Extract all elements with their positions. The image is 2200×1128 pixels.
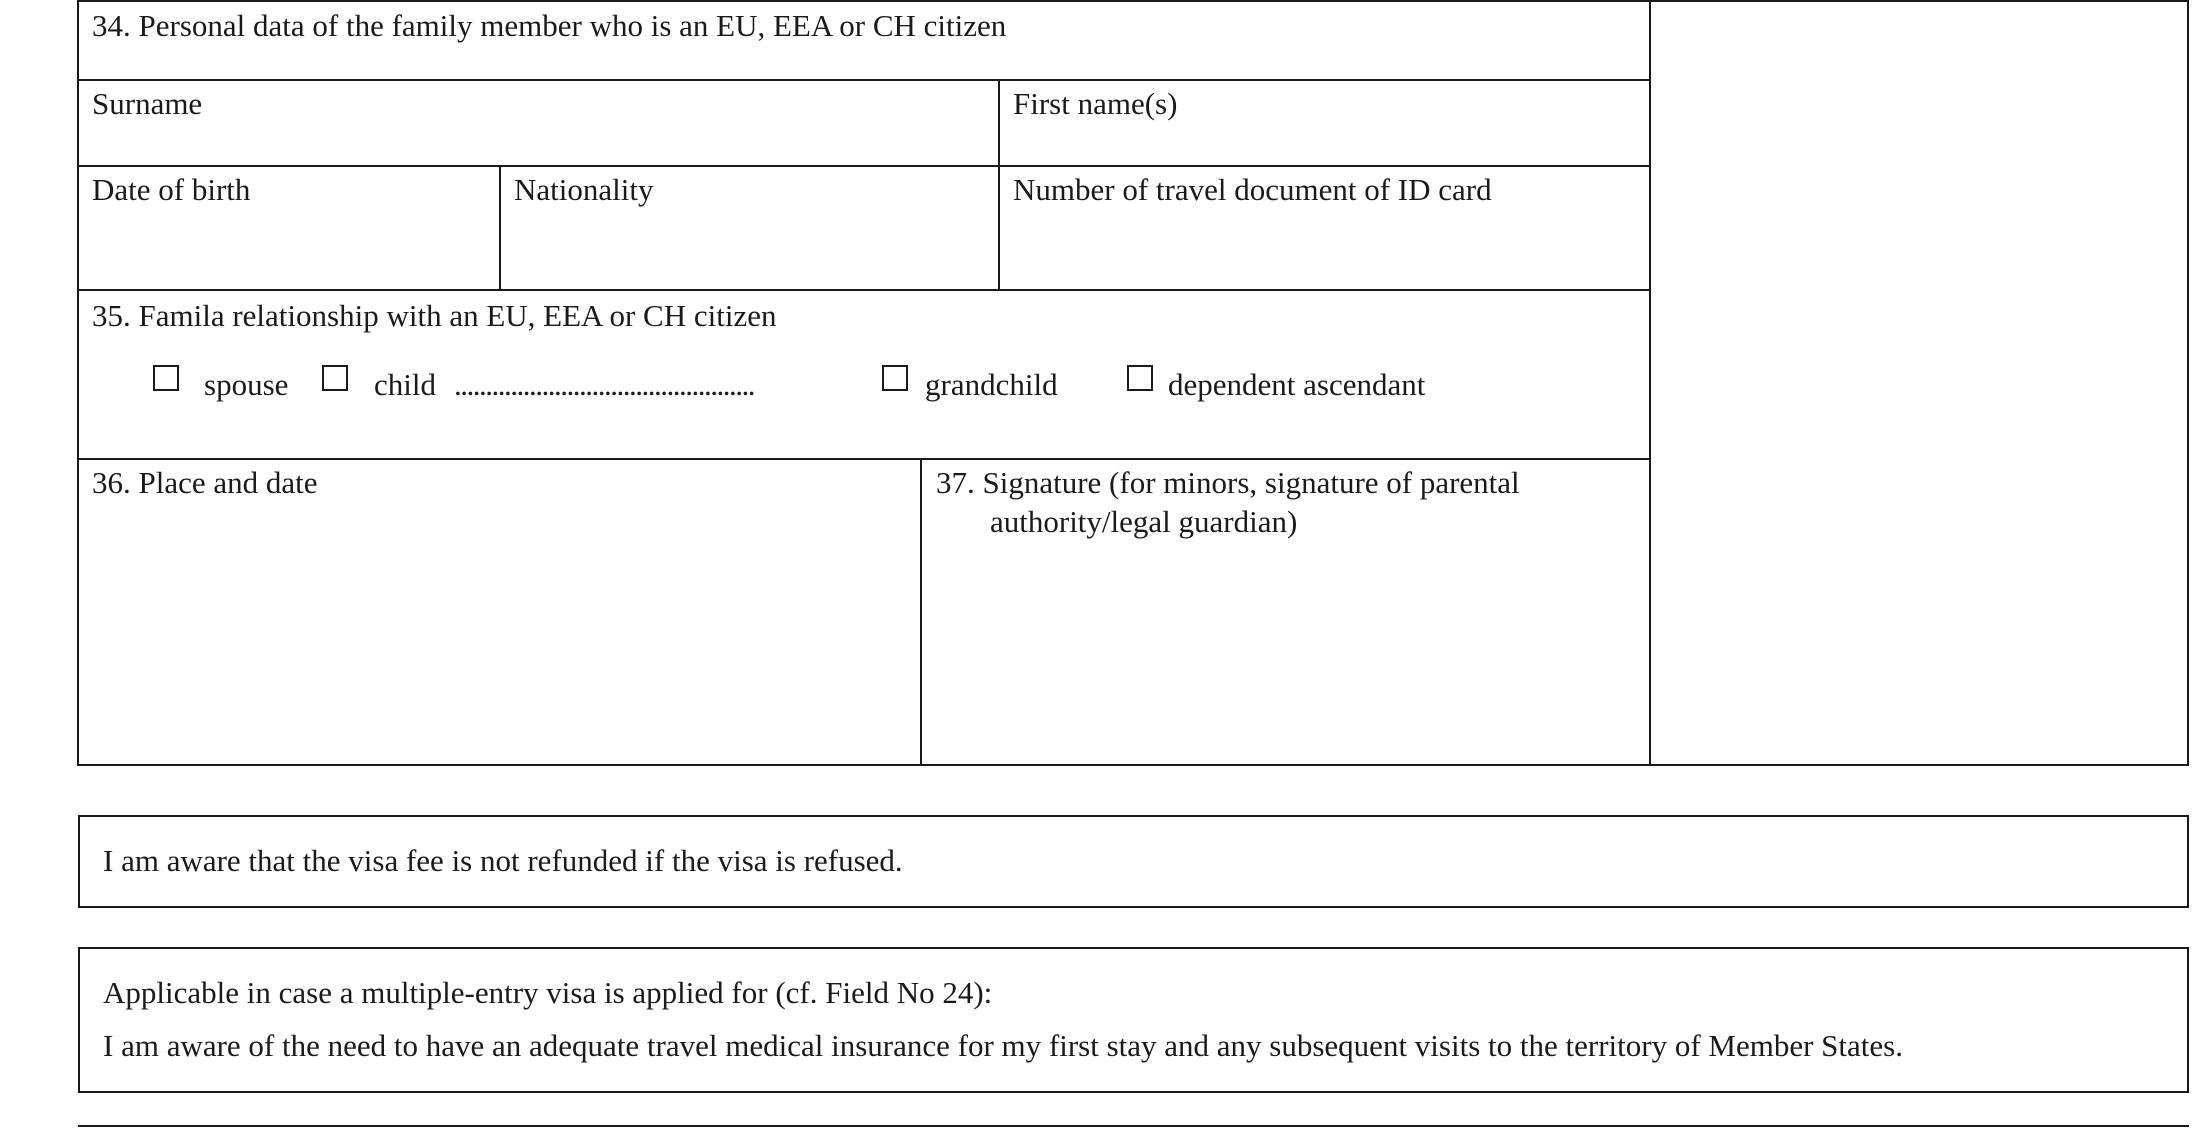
grid-divider — [998, 79, 1000, 291]
multiple-entry-line1: Applicable in case a multiple-entry visa is applied for (cf. Field No 24): — [103, 975, 993, 1010]
grid-top-border — [77, 0, 2187, 2]
grid-divider — [499, 165, 501, 291]
date-of-birth-label: Date of birth — [92, 172, 251, 207]
child-label: child — [374, 367, 436, 402]
multiple-entry-box — [78, 947, 2189, 1093]
dependent-ascendant-checkbox[interactable] — [1127, 365, 1153, 391]
visa-fee-notice-text: I am aware that the visa fee is not refunded if the visa is refused. — [103, 843, 903, 878]
grid-divider — [77, 79, 1650, 81]
section-37-title-line2: authority/legal guardian) — [990, 504, 1298, 539]
grid-divider — [77, 289, 1650, 291]
spouse-label: spouse — [204, 367, 289, 402]
next-box-top-border — [78, 1125, 2189, 1127]
grandchild-checkbox[interactable] — [882, 365, 908, 391]
section-35-title: 35. Famila relationship with an EU, EEA or CH citizen — [92, 298, 777, 333]
travel-document-label: Number of travel document of ID card — [1013, 172, 1492, 207]
grid-bottom-border — [77, 764, 2189, 766]
child-dotted-field[interactable]: ................................................ — [454, 367, 754, 402]
grid-left-border — [77, 0, 79, 766]
section-37-title-line1: 37. Signature (for minors, signature of parental — [936, 465, 1520, 500]
grid-divider — [1649, 0, 1651, 766]
section-36-title: 36. Place and date — [92, 465, 318, 500]
first-names-label: First name(s) — [1013, 86, 1178, 121]
multiple-entry-line2: I am aware of the need to have an adequate travel medical insurance for my first stay and any subsequent visits to the territory of Member States. — [103, 1028, 1903, 1063]
grid-divider — [77, 165, 1650, 167]
spouse-checkbox[interactable] — [153, 365, 179, 391]
grid-right-border — [2187, 0, 2189, 766]
grandchild-label: grandchild — [925, 367, 1058, 402]
nationality-label: Nationality — [514, 172, 654, 207]
grid-divider — [77, 458, 1650, 460]
surname-label: Surname — [92, 86, 203, 121]
child-checkbox[interactable] — [322, 365, 348, 391]
section-34-title: 34. Personal data of the family member who is an EU, EEA or CH citizen — [92, 8, 1007, 43]
dependent-ascendant-label: dependent ascendant — [1168, 367, 1426, 402]
grid-divider — [920, 458, 922, 766]
